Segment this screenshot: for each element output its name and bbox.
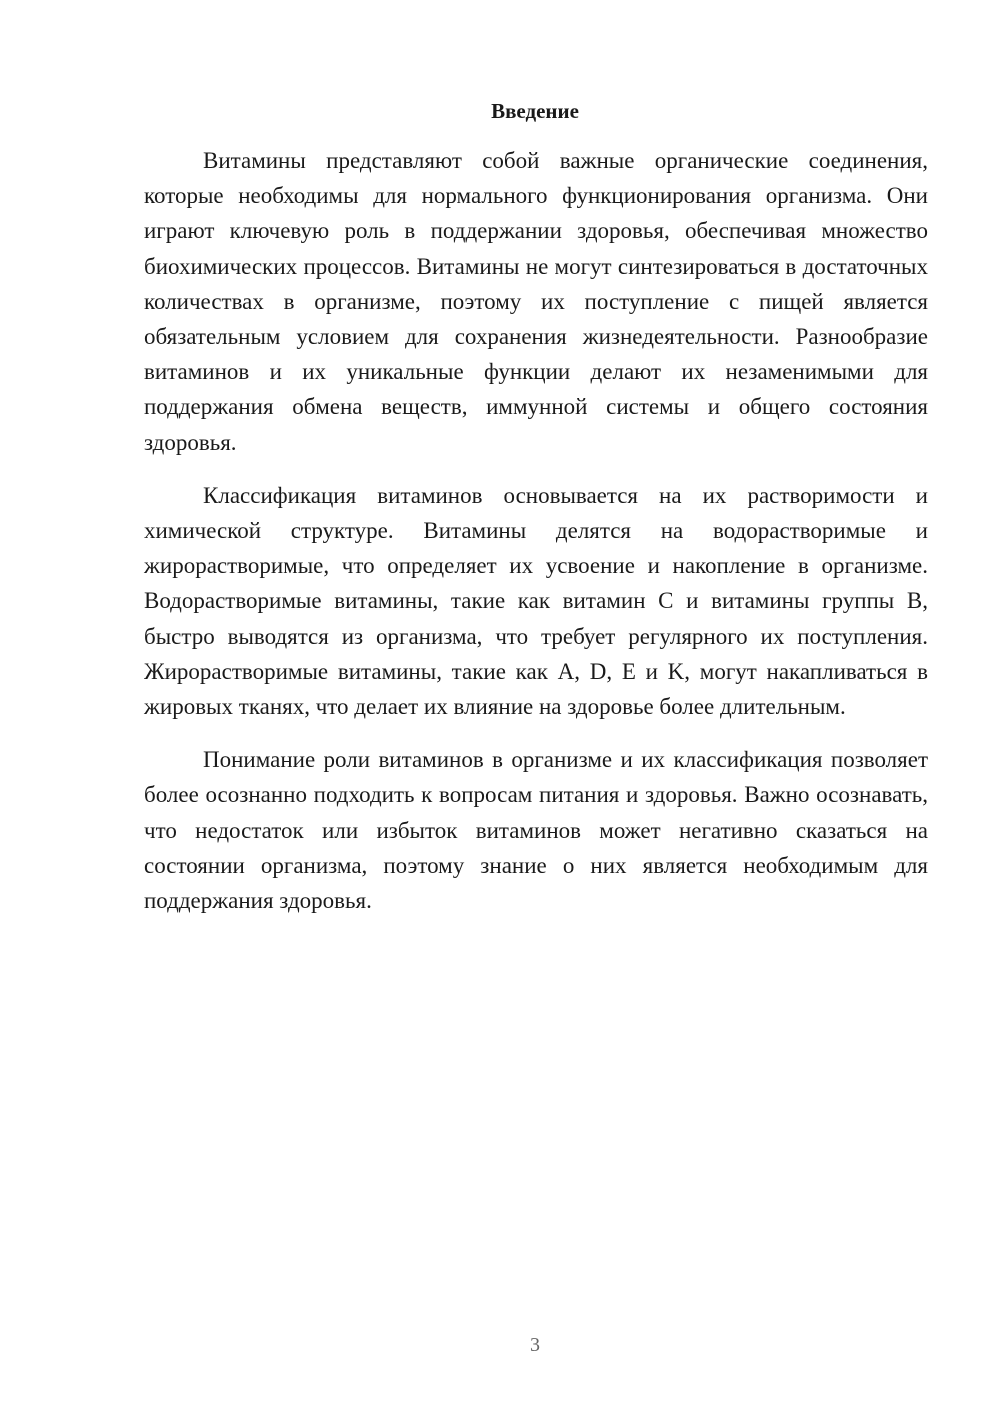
paragraph-intro: Витамины представляют собой важные органические соединения, которые необходимы для нормального функционирования организма. Они играют ключевую роль в поддержании здоровья, обеспечивая множество биохимических процессов. Витамины не могут синтезироваться в достаточных количествах в организме, поэтому их поступление с пищей является обязательным условием для сохранения жизнедеятельности. Разнообразие витаминов и их уникальные функции делают их незаменимыми для поддержания обмена веществ, иммунной системы и общего состояния здоровья.	[144, 148, 928, 455]
section-heading: Введение	[491, 99, 579, 123]
paragraph-conclusion: Понимание роли витаминов в организме и их классификация позволяет более осознанно подходить к вопросам питания и здоровья. Важно осознавать, что недостаток или избыток витаминов может негативно сказаться на состоянии организма, поэтому знание о них является необходимым для поддержания здоровья.	[144, 747, 928, 914]
body-text	[144, 143, 928, 936]
page-number: 3	[530, 1334, 540, 1356]
paragraph-classification: Классификация витаминов основывается на их растворимости и химической структуре. Витамины делятся на водорастворимые и жирорастворимые, что определяет их усвоение и накопление в организме. Водорастворимые витамины, такие как витамин C и витамины группы B, быстро выводятся из организма, что требует регулярного их поступления. Жирорастворимые витамины, такие как A, D, E и K, могут накапливаться в жировых тканях, что делает их влияние на здоровье более длительным.	[144, 482, 928, 720]
